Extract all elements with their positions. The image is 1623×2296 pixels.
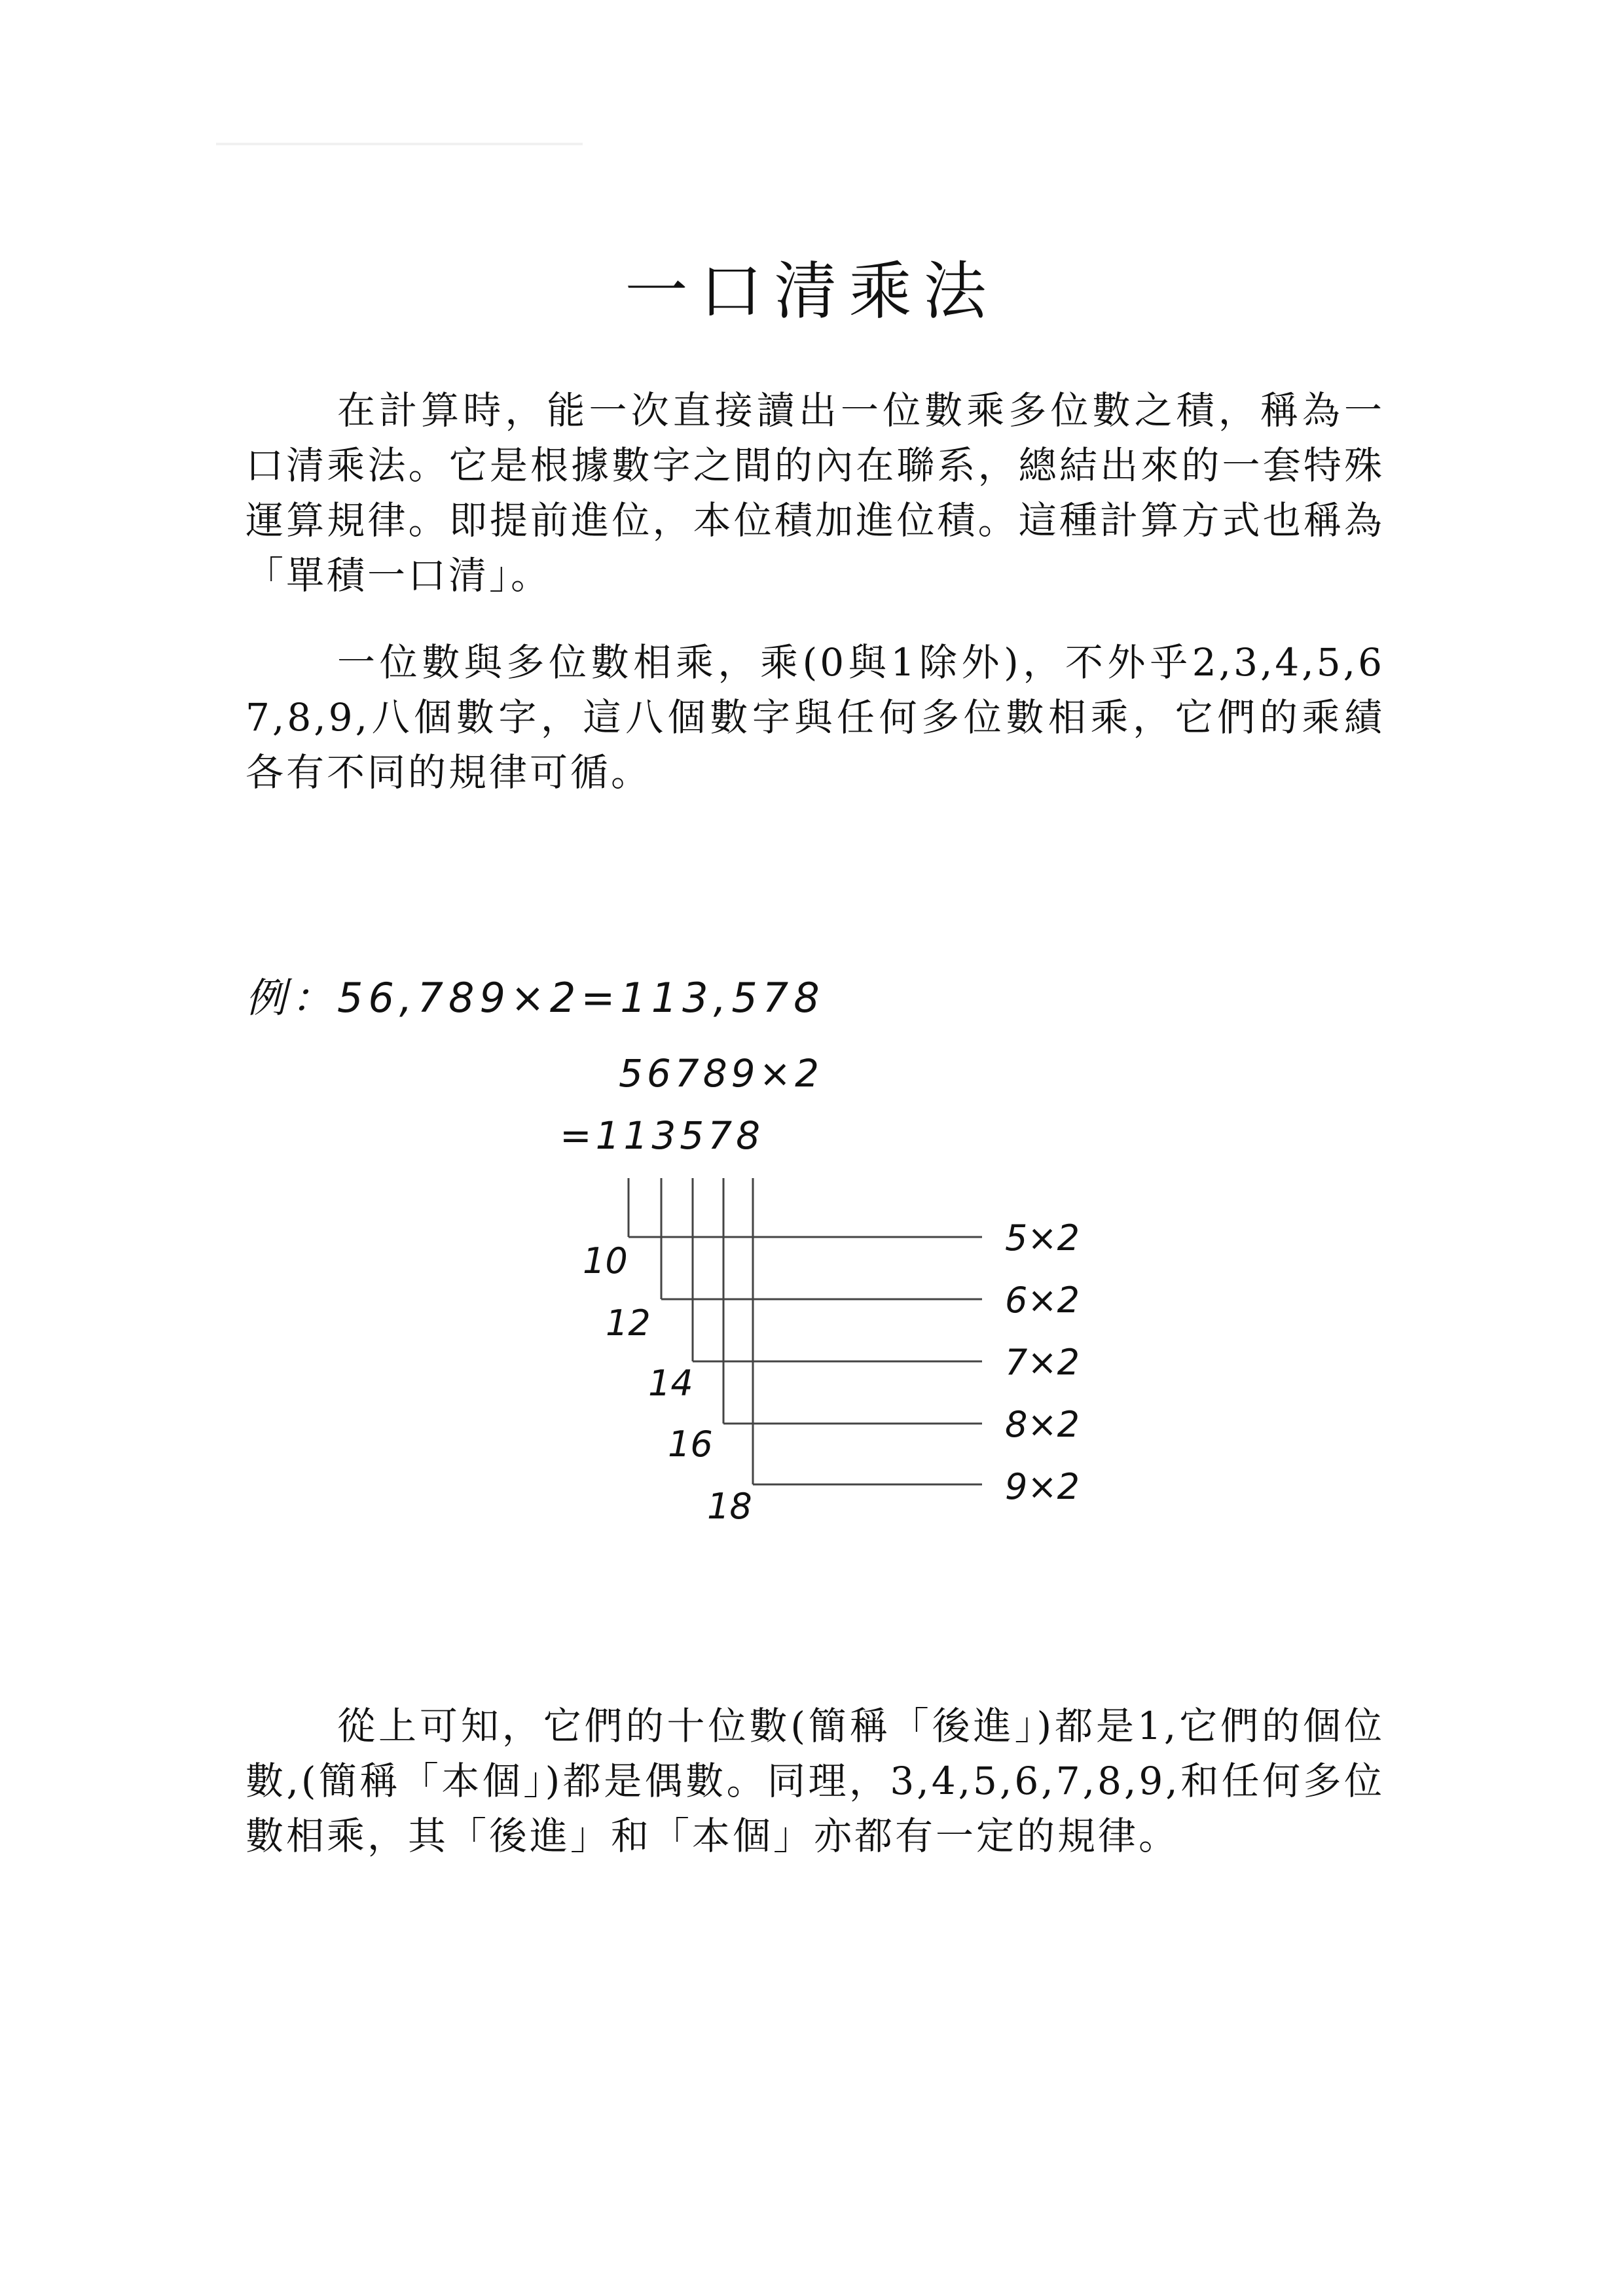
paragraph-digits: 一位數與多位數相乘，乘(0與1除外)，不外乎2,3,4,5,6 7,8,9,八個數字，這八個數字與任何多位數相乘，它們的乘績各有不同的規律可循。 xyxy=(246,640,1385,795)
product-label-3: 14 xyxy=(648,1363,693,1404)
expr-label-5: 9×2 xyxy=(1005,1466,1080,1507)
page-title: 一口清乘法 xyxy=(625,255,998,328)
expr-label-4: 8×2 xyxy=(1005,1404,1080,1445)
expr-label-1: 5×2 xyxy=(1005,1217,1080,1259)
product-label-5: 18 xyxy=(707,1486,752,1527)
product-label-2: 12 xyxy=(606,1302,651,1344)
expr-label-2: 6×2 xyxy=(1005,1280,1080,1321)
product-label-1: 10 xyxy=(583,1240,628,1282)
expr-label-3: 7×2 xyxy=(1005,1342,1080,1383)
calc-multiplicand: 56789×2 xyxy=(619,1051,824,1096)
product-label-4: 16 xyxy=(668,1424,713,1465)
paragraph-conclusion: 從上可知，它們的十位數(簡稱「後進」)都是1,它們的個位數,(簡稱「本個」)都是偶數。同理，3,4,5,6,7,8,9,和任何多位數相乘，其「後進」和「本個」亦都有一定的規律。 xyxy=(246,1704,1385,1858)
example-line: 例：56,789×2=113,578 xyxy=(246,974,825,1022)
paragraph-intro: 在計算時，能一次直接讀出一位數乘多位數之積，稱為一口清乘法。它是根據數字之間的內在聯系，總結出來的一套特殊運算規律。即提前進位，本位積加進位積。這種計算方式也稱為「單積一口清」。 xyxy=(246,388,1385,598)
calc-result: =113578 xyxy=(560,1113,765,1158)
